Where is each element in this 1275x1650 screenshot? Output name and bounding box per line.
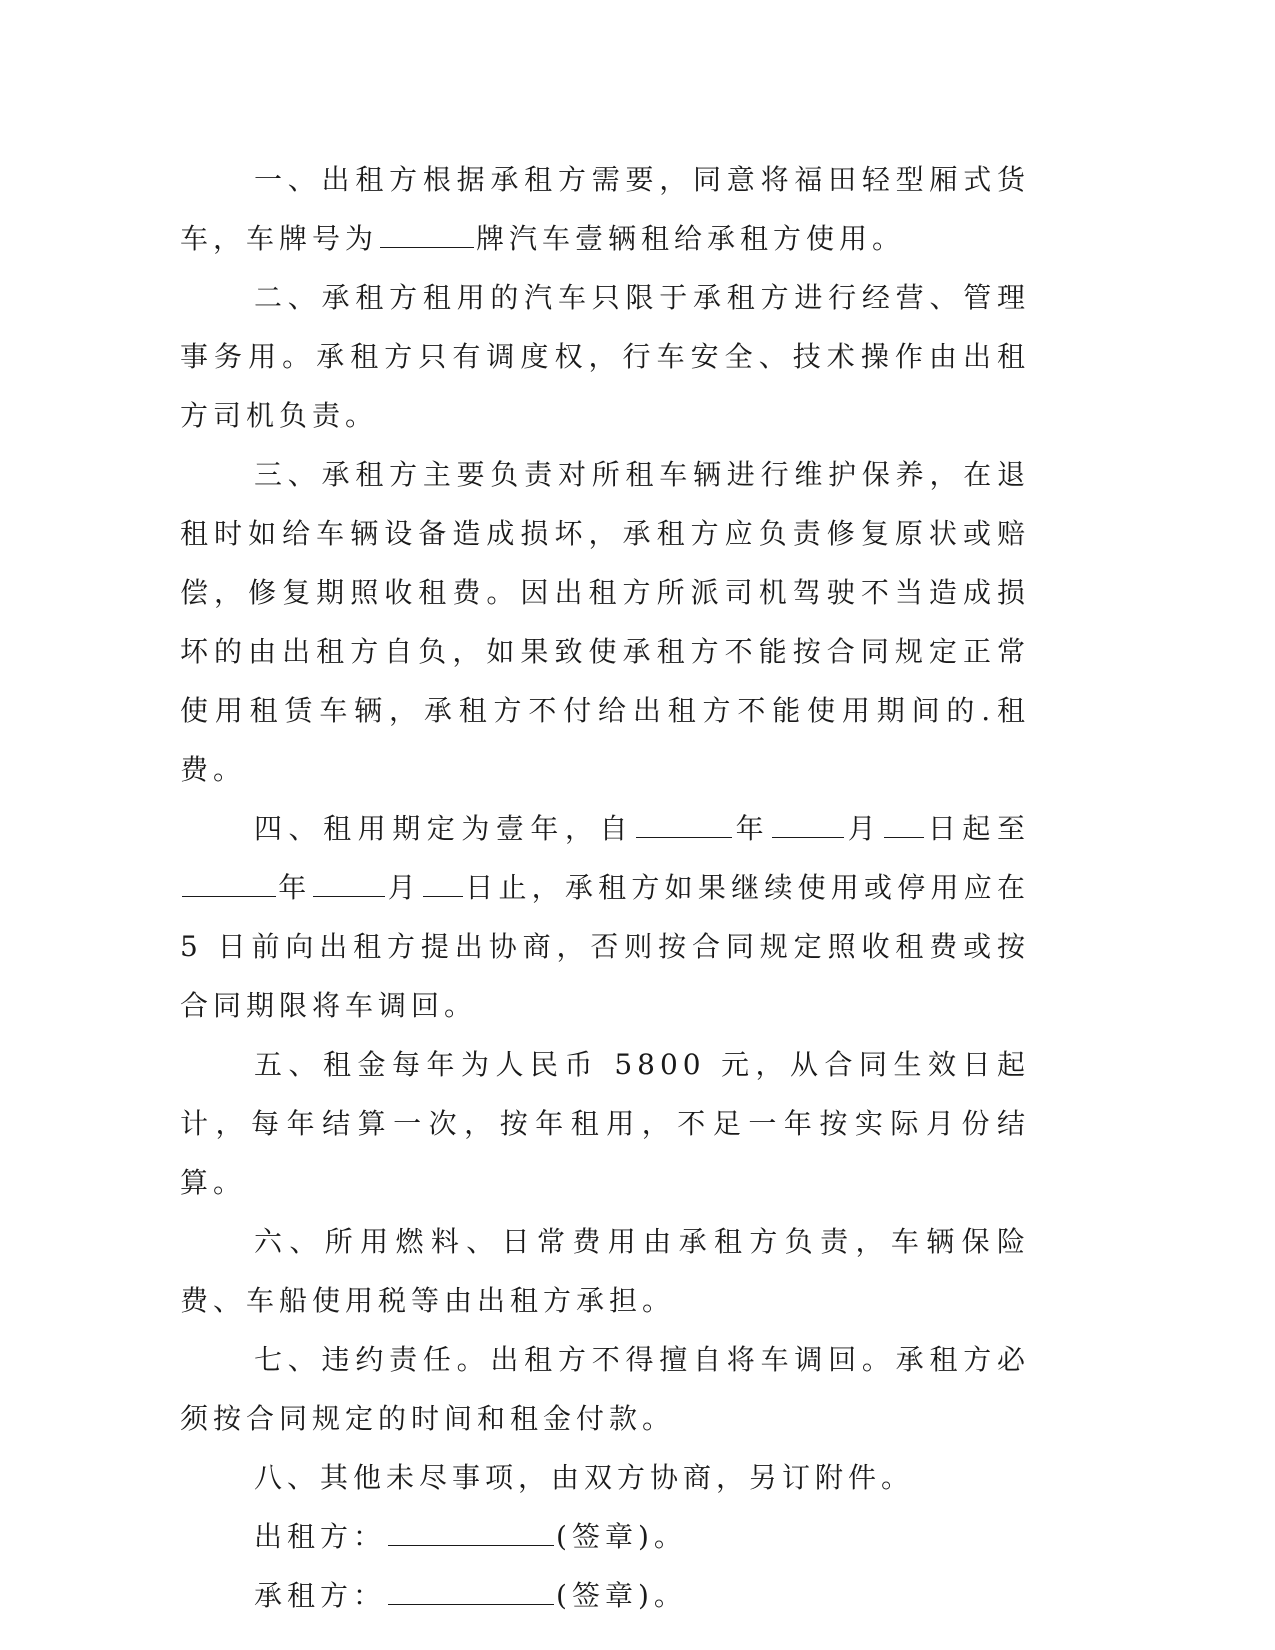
start-day-label: 日起至 (926, 812, 1030, 845)
end-day-blank (423, 874, 463, 897)
clause-4-text-end: 日止，承租方如果继续使用或停用应在 5 日前向出租方提出协商，否则按合同规定照收租费或按合同期限将车调回。 (180, 871, 1030, 1022)
start-year-label: 年 (734, 812, 771, 845)
clause-5: 五、租金每年为人民币 5800 元，从合同生效日起计，每年结算一次，按年租用，不足一年按实际月份结算。 (180, 1048, 1030, 1199)
lessor-seal-text: (签章)。 (556, 1520, 687, 1553)
end-month-label: 月 (387, 871, 421, 904)
clause-4-text: 四、租用期定为壹年，自 (254, 812, 635, 845)
start-month-label: 月 (846, 812, 883, 845)
end-month-blank (313, 874, 385, 897)
clause-1 (180, 150, 1030, 268)
end-year-label: 年 (278, 871, 312, 904)
lessee-seal-text: (签章)。 (556, 1579, 687, 1612)
clause-1-text: 一、出租方根据承租方需要，同意将福田轻型厢式货车，车牌号为 (180, 163, 1030, 255)
lessee-signature-line (180, 1566, 1030, 1625)
lessee-label: 承租方： (254, 1579, 387, 1612)
lessor-signature-line (180, 1507, 1030, 1566)
clause-6: 六、所用燃料、日常费用由承租方负责，车辆保险费、车船使用税等由出租方承担。 (180, 1225, 1030, 1317)
end-year-blank (182, 874, 276, 897)
start-day-blank (884, 815, 924, 838)
clause-8: 八、其他未尽事项，由双方协商，另订附件。 (254, 1461, 915, 1494)
contract-body (180, 150, 1030, 1625)
clause-4 (180, 799, 1030, 1035)
clause-1-text-end: 牌汽车壹辆租给承租方使用。 (476, 222, 906, 255)
clause-3: 三、承租方主要负责对所租车辆进行维护保养，在退租时如给车辆设备造成损坏，承租方应负责修复原状或赔偿，修复期照收租费。因出租方所派司机驾驶不当造成损坏的由出租方自负，如果致使承租方不能按合同规定正常使用租赁车辆，承租方不付给出租方不能使用期间的.租费。 (180, 458, 1030, 786)
lessor-label: 出租方： (254, 1520, 387, 1553)
plate-number-blank (380, 225, 474, 248)
clause-7: 七、违约责任。出租方不得擅自将车调回。承租方必须按合同规定的时间和租金付款。 (180, 1343, 1030, 1435)
clause-2: 二、承租方租用的汽车只限于承租方进行经营、管理事务用。承租方只有调度权，行车安全、技术操作由出租方司机负责。 (180, 281, 1030, 432)
start-year-blank (636, 815, 732, 838)
lessee-signature-blank (388, 1582, 554, 1605)
start-month-blank (772, 815, 844, 838)
lessor-signature-blank (388, 1523, 554, 1546)
